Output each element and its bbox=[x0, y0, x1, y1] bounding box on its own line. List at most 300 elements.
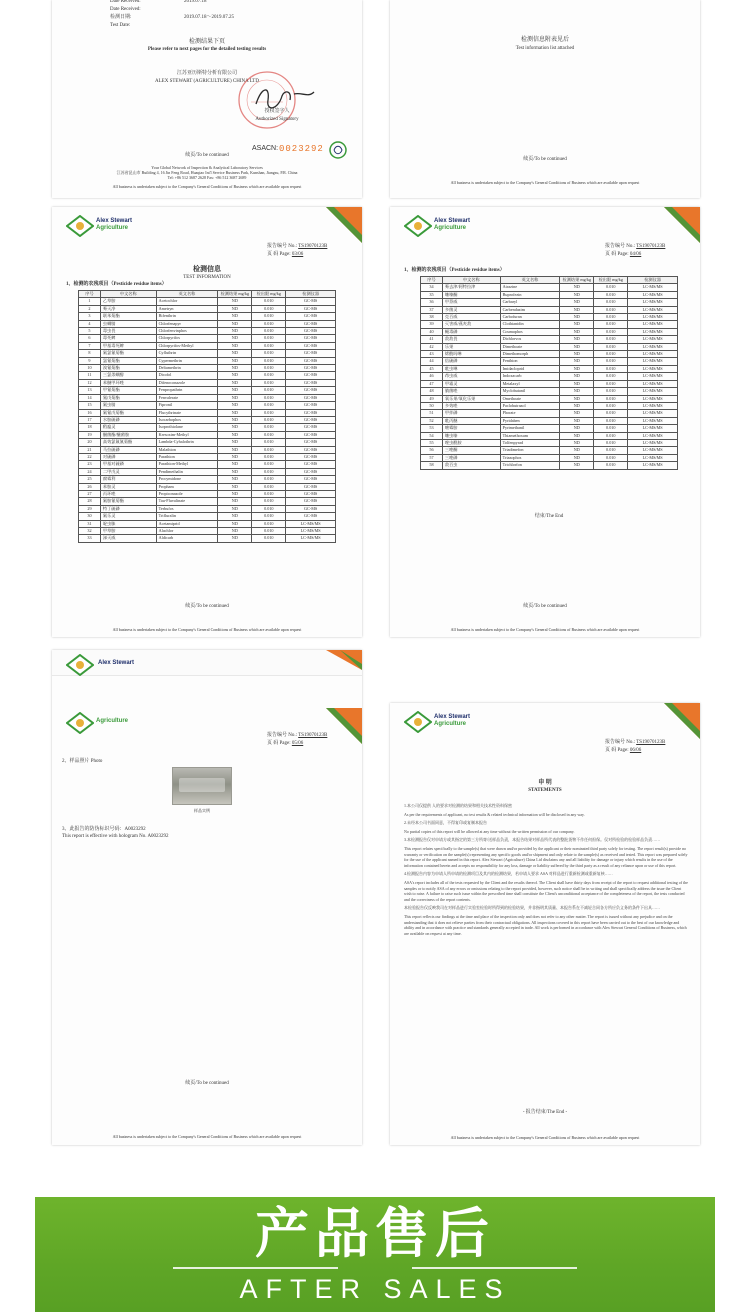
table-cell: ND bbox=[218, 416, 252, 423]
table-cell: ND bbox=[560, 336, 594, 343]
pesticide-table bbox=[420, 276, 678, 470]
table-row bbox=[79, 468, 336, 475]
table-cell: 0.010 bbox=[594, 417, 628, 424]
end-label: - 报告结束/The End - bbox=[522, 1110, 568, 1115]
table-row bbox=[79, 505, 336, 512]
table-cell: 0.010 bbox=[594, 410, 628, 417]
column-header: 检测结果 mg/kg bbox=[560, 277, 594, 284]
table-cell: ND bbox=[560, 402, 594, 409]
table-row bbox=[79, 453, 336, 460]
page-footer: All business is undertaken subject to the Company's General Conditions of Business which are available upon request bbox=[450, 180, 640, 185]
table-cell: Cypermethrin bbox=[156, 357, 218, 364]
table-cell: 0.010 bbox=[252, 357, 286, 364]
table-cell: Tau-Fluvalinate bbox=[156, 498, 218, 505]
report-page-4 bbox=[390, 207, 700, 637]
table-cell: Paclobutrazol bbox=[500, 402, 560, 409]
table-row bbox=[79, 320, 336, 327]
table-cell: 唑虫酰胺 bbox=[442, 439, 500, 446]
table-cell: GC-MS bbox=[286, 372, 336, 379]
page-number: 05/06 bbox=[291, 741, 304, 746]
company-zh: 江苏亚历斯特分析有限公司 bbox=[176, 71, 237, 76]
refer-en: Please refer to next pages for the detailed testing results bbox=[147, 47, 267, 52]
table-cell: 0.010 bbox=[594, 328, 628, 335]
statement-paragraph: 3.本检测报告仅对申请方或其指定的第三方所寄/送样品负责，本报告结果对样品所代表的整批货物不作任何担保。仅对所检验的检验样品负责…… bbox=[404, 837, 661, 843]
table-cell: 0.010 bbox=[252, 372, 286, 379]
table-cell: 0.010 bbox=[252, 476, 286, 483]
table-cell: 0.010 bbox=[252, 431, 286, 438]
report-page-3 bbox=[52, 207, 362, 637]
date-received-label: Date Received: bbox=[110, 0, 141, 4]
table-cell: 35 bbox=[421, 291, 443, 298]
table-cell: 吡虫啉 bbox=[442, 365, 500, 372]
date-received-label: Date Received: bbox=[110, 7, 141, 12]
table-cell: GC-MS bbox=[286, 342, 336, 349]
table-cell: LC-MS/MS bbox=[628, 306, 678, 313]
table-cell: GC-MS bbox=[286, 439, 336, 446]
table-row bbox=[79, 409, 336, 416]
table-cell: 9 bbox=[79, 357, 101, 364]
table-cell: 茚虫威 bbox=[442, 373, 500, 380]
table-row bbox=[79, 335, 336, 342]
brand-line2: Agriculture bbox=[434, 721, 467, 727]
table-cell: 0.010 bbox=[252, 394, 286, 401]
table-cell: 57 bbox=[421, 454, 443, 461]
page-footer: All business is undertaken subject to the Company's General Conditions of Business which are available upon request bbox=[112, 1134, 302, 1139]
table-cell: Metalaxyl bbox=[500, 380, 560, 387]
signatory-zh: 授权签字人 bbox=[264, 109, 290, 114]
table-cell: LC-MS/MS bbox=[628, 358, 678, 365]
table-row bbox=[421, 299, 678, 306]
table-cell: ND bbox=[560, 432, 594, 439]
table-cell: 蝇毒磷 bbox=[442, 328, 500, 335]
table-cell: GC-MS bbox=[286, 409, 336, 416]
table-cell: GC-MS bbox=[286, 335, 336, 342]
table-cell: 0.010 bbox=[252, 439, 286, 446]
table-cell: 41 bbox=[421, 336, 443, 343]
table-cell: 腈菌唑 bbox=[442, 388, 500, 395]
table-cell: 18 bbox=[79, 424, 101, 431]
table-cell: 0.010 bbox=[594, 358, 628, 365]
table-cell: Isocarbophos bbox=[156, 416, 218, 423]
table-cell: 6 bbox=[79, 335, 101, 342]
table-cell: 27 bbox=[79, 490, 101, 497]
table-cell: LC-MS/MS bbox=[628, 291, 678, 298]
table-cell: Carbendazim bbox=[500, 306, 560, 313]
table-cell: 0.010 bbox=[594, 388, 628, 395]
table-cell: 烯酰吗啉 bbox=[442, 351, 500, 358]
table-row bbox=[421, 358, 678, 365]
table-cell: 涕灭威 bbox=[100, 535, 156, 542]
hologram-note-en: This report is effective with hologram No. A0023292 bbox=[62, 834, 169, 839]
table-cell: 0.010 bbox=[594, 336, 628, 343]
section-title-zh: 检测信息 bbox=[193, 265, 221, 273]
table-cell: 0.010 bbox=[252, 365, 286, 372]
table-cell: ND bbox=[218, 328, 252, 335]
report-page-5 bbox=[52, 650, 362, 1145]
page-footer: All business is undertaken subject to the Company's General Conditions of Business which are available upon request bbox=[450, 627, 640, 632]
table-cell: LC-MS/MS bbox=[628, 373, 678, 380]
table-row bbox=[421, 351, 678, 358]
table-cell: Clothianidin bbox=[500, 321, 560, 328]
table-row bbox=[79, 372, 336, 379]
table-cell: LC-MS/MS bbox=[628, 321, 678, 328]
table-cell: 0.010 bbox=[594, 299, 628, 306]
table-cell: GC-MS bbox=[286, 387, 336, 394]
table-cell: ND bbox=[560, 328, 594, 335]
table-cell: Pyridaben bbox=[500, 417, 560, 424]
table-cell: ND bbox=[218, 431, 252, 438]
table-cell: 多效唑 bbox=[442, 402, 500, 409]
table-cell: 15 bbox=[79, 402, 101, 409]
table-cell: Difenoconazole bbox=[156, 379, 218, 386]
testing-date-label: 检测日期: bbox=[110, 15, 132, 20]
brand-line1: Alex Stewart bbox=[98, 660, 135, 666]
table-cell: 4 bbox=[79, 320, 101, 327]
table-cell: 32 bbox=[79, 528, 101, 535]
table-row bbox=[79, 490, 336, 497]
table-cell: 莠去津/阿特拉津 bbox=[442, 284, 500, 291]
table-cell: 0.010 bbox=[252, 379, 286, 386]
table-cell: 氯氰菊酯 bbox=[100, 357, 156, 364]
table-row bbox=[421, 314, 678, 321]
table-cell: 0.010 bbox=[594, 425, 628, 432]
table-cell: 氰戊菊酯 bbox=[100, 394, 156, 401]
brand-logo-text bbox=[96, 218, 132, 232]
table-cell: 19 bbox=[79, 431, 101, 438]
attached-en: Test information list attached bbox=[515, 46, 575, 51]
table-cell: Omethoate bbox=[500, 395, 560, 402]
table-cell: ND bbox=[560, 462, 594, 469]
table-cell: LC-MS/MS bbox=[628, 351, 678, 358]
table-cell: ND bbox=[560, 380, 594, 387]
table-cell: ND bbox=[218, 505, 252, 512]
table-cell: GC-MS bbox=[286, 394, 336, 401]
table-row bbox=[79, 528, 336, 535]
table-row bbox=[421, 306, 678, 313]
table-cell: 0.010 bbox=[252, 342, 286, 349]
table-cell: 0.010 bbox=[252, 528, 286, 535]
table-cell: ND bbox=[218, 461, 252, 468]
table-cell: 敌敌畏 bbox=[442, 336, 500, 343]
table-cell: ND bbox=[560, 321, 594, 328]
address-line: 江苏省昆山市 Building 4, 16 Jin Feng Road, Huaqiao Int'l Service Business Park, Kunshan, Jiangsu, P.R. China bbox=[116, 170, 298, 175]
table-cell: Dicofol bbox=[156, 372, 218, 379]
table-cell: 25 bbox=[79, 476, 101, 483]
section-title-en: TEST INFORMATION bbox=[183, 275, 231, 280]
table-cell: ND bbox=[218, 394, 252, 401]
table-cell: ND bbox=[218, 468, 252, 475]
table-cell: 特丁硫磷 bbox=[100, 505, 156, 512]
table-cell: GC-MS bbox=[286, 365, 336, 372]
statement-paragraph: ASA's report includes all of the tests requested by the Client and the results thereof. The Client shall have thirty days from receipt of the report to request additional testing of the samples or to notify ASA of any errors or omissions relating to the report provided, however, such notice shall be in writing and shall specifically address the issue the Client wish to raise. A failure to raise such issue within the prescribed time shall constitute the Client's unconditional acceptance of the completeness of the report, the tests conducted and the correctness of the report contents. bbox=[404, 879, 688, 902]
statement-paragraph: 1.本公司仅提供 人的要求对检测的结果和相关技术性资料保密 bbox=[404, 803, 512, 808]
report-no-label: 报告编号 No.: bbox=[605, 740, 636, 745]
table-cell: 0.010 bbox=[594, 291, 628, 298]
table-row bbox=[79, 520, 336, 527]
table-cell: 甲基对硫磷 bbox=[100, 461, 156, 468]
brand-line1-strip bbox=[98, 660, 134, 667]
table-cell: 0.010 bbox=[252, 468, 286, 475]
table-cell: 灭害威/燕麦敌 bbox=[442, 321, 500, 328]
column-header: 英文名称 bbox=[500, 277, 560, 284]
table-row bbox=[79, 416, 336, 423]
statements-body bbox=[404, 803, 688, 939]
table-cell: 0.010 bbox=[594, 454, 628, 461]
table-cell: 0.010 bbox=[252, 305, 286, 312]
table-cell: Flucythrinate bbox=[156, 409, 218, 416]
table-cell: 1 bbox=[79, 298, 101, 305]
table-cell: 倍硫磷 bbox=[442, 358, 500, 365]
table-cell: LC-MS/MS bbox=[628, 380, 678, 387]
table-cell: 39 bbox=[421, 321, 443, 328]
table-cell: GC-MS bbox=[286, 379, 336, 386]
table-cell: ND bbox=[218, 498, 252, 505]
table-cell: 虫螨腈 bbox=[100, 320, 156, 327]
table-cell: 丙环唑 bbox=[100, 490, 156, 497]
banner-title-zh: 产品售后 bbox=[255, 1202, 495, 1265]
table-cell: Chlorfenapyr bbox=[156, 320, 218, 327]
table-row bbox=[79, 350, 336, 357]
table-cell: 43 bbox=[421, 351, 443, 358]
brand-line2: Agriculture bbox=[434, 225, 467, 231]
alex-stewart-logo-icon bbox=[66, 712, 94, 734]
table-cell: 0.010 bbox=[252, 350, 286, 357]
table-row bbox=[79, 357, 336, 364]
table-cell: Dichlorvos bbox=[500, 336, 560, 343]
table-cell: GC-MS bbox=[286, 298, 336, 305]
table-row bbox=[79, 446, 336, 453]
table-cell: 敌百虫 bbox=[442, 462, 500, 469]
table-cell: ND bbox=[218, 320, 252, 327]
table-cell: 0.010 bbox=[594, 321, 628, 328]
table-cell: GC-MS bbox=[286, 483, 336, 490]
table-cell: ND bbox=[218, 483, 252, 490]
table-cell: Fenpropathrin bbox=[156, 387, 218, 394]
table-cell: Alachlor bbox=[156, 528, 218, 535]
table-cell: ND bbox=[218, 342, 252, 349]
table-row bbox=[421, 291, 678, 298]
table-cell: ND bbox=[560, 439, 594, 446]
attached-zh: 检测信息附表见后 bbox=[520, 37, 569, 43]
page-label: 页 码 Page: bbox=[605, 252, 629, 257]
table-cell: LC-MS/MS bbox=[628, 336, 678, 343]
end-label: 结束/The End bbox=[534, 514, 564, 519]
table-cell: 莠灭净 bbox=[100, 305, 156, 312]
table-cell: 0.010 bbox=[252, 298, 286, 305]
table-cell: ND bbox=[560, 291, 594, 298]
brand-line1: Alex Stewart bbox=[434, 218, 471, 224]
table-cell: 38 bbox=[421, 314, 443, 321]
table-row bbox=[79, 394, 336, 401]
column-header: 检出限 mg/kg bbox=[252, 291, 286, 298]
table-cell: 16 bbox=[79, 409, 101, 416]
table-cell: ND bbox=[218, 535, 252, 542]
table-cell: 30 bbox=[79, 513, 101, 520]
table-cell: Carbaryl bbox=[500, 299, 560, 306]
table-cell: LC-MS/MS bbox=[286, 535, 336, 542]
table-cell: Acetochlor bbox=[156, 298, 218, 305]
table-cell: GC-MS bbox=[286, 468, 336, 475]
column-header: 英文名称 bbox=[156, 291, 218, 298]
table-cell: 毒死蜱 bbox=[100, 335, 156, 342]
table-cell: LC-MS/MS bbox=[628, 462, 678, 469]
table-cell: ND bbox=[218, 335, 252, 342]
column-header: 检测仪器 bbox=[628, 277, 678, 284]
table-cell: 0.010 bbox=[252, 402, 286, 409]
table-cell: Parathion bbox=[156, 453, 218, 460]
table-cell: GC-MS bbox=[286, 320, 336, 327]
after-sales-banner bbox=[35, 1197, 715, 1312]
table-cell: ND bbox=[560, 447, 594, 454]
table-row bbox=[421, 425, 678, 432]
table-cell: LC-MS/MS bbox=[628, 432, 678, 439]
page-footer: All business is undertaken subject to the Company's General Conditions of Business which are available upon request bbox=[450, 1135, 640, 1140]
table-cell: 稻瘟灵 bbox=[100, 424, 156, 431]
table-cell: GC-MS bbox=[286, 498, 336, 505]
table-cell: 5 bbox=[79, 328, 101, 335]
table-cell: 0.010 bbox=[252, 335, 286, 342]
table-cell: ND bbox=[218, 305, 252, 312]
table-cell: 55 bbox=[421, 439, 443, 446]
alex-stewart-logo-icon bbox=[404, 215, 432, 237]
table-cell: 马拉硫磷 bbox=[100, 446, 156, 453]
table-cell: Chlorpyrifos bbox=[156, 335, 218, 342]
table-cell: 51 bbox=[421, 410, 443, 417]
brand-logo-text bbox=[434, 714, 470, 728]
statement-paragraph: 本检验报告仅反映我司在对样品进行实验室检验时所得到的检验结果，并非指明其质量、本报告系在不减轻合同各方所应负义务的条件下出具…… bbox=[404, 905, 660, 911]
hologram-icon bbox=[328, 140, 348, 160]
banner-rule-right bbox=[412, 1267, 577, 1269]
to-be-continued: 续页/To be continued bbox=[185, 153, 229, 158]
table-cell: 0.010 bbox=[252, 320, 286, 327]
table-row bbox=[421, 410, 678, 417]
table-cell: ND bbox=[218, 402, 252, 409]
table-cell: ND bbox=[218, 409, 252, 416]
table-cell: LC-MS/MS bbox=[628, 284, 678, 291]
table-cell: GC-MS bbox=[286, 305, 336, 312]
table-cell: Trichlorfon bbox=[500, 462, 560, 469]
table-cell: Deltamethrin bbox=[156, 365, 218, 372]
table-cell: ND bbox=[218, 476, 252, 483]
table-cell: 三唑酮 bbox=[442, 447, 500, 454]
table-cell: 53 bbox=[421, 425, 443, 432]
table-cell: Fenvalerate bbox=[156, 394, 218, 401]
table-cell: Myclobutanil bbox=[500, 388, 560, 395]
table-row bbox=[421, 402, 678, 409]
table-row bbox=[79, 305, 336, 312]
table-cell: Parathion-Methyl bbox=[156, 461, 218, 468]
table-cell: LC-MS/MS bbox=[628, 314, 678, 321]
table-cell: GC-MS bbox=[286, 490, 336, 497]
table-row bbox=[421, 373, 678, 380]
brand-logo-text bbox=[96, 718, 128, 725]
statement-paragraph: 2.未经本公司书面同意，不得复印或复制本报告 bbox=[404, 820, 487, 826]
table-cell: Triazophos bbox=[500, 454, 560, 461]
table-row bbox=[79, 402, 336, 409]
table-cell: LC-MS/MS bbox=[628, 402, 678, 409]
photo-label: 2、样品照片 Photo bbox=[62, 759, 103, 764]
sample-photo bbox=[172, 767, 232, 805]
table-cell: 多菌灵 bbox=[442, 306, 500, 313]
table-cell: ND bbox=[560, 425, 594, 432]
report-page-1 bbox=[52, 0, 362, 198]
table-cell: 24 bbox=[79, 468, 101, 475]
table-cell: Indoxacarb bbox=[500, 373, 560, 380]
table-row bbox=[79, 461, 336, 468]
table-cell: 水胺硫磷 bbox=[100, 416, 156, 423]
table-row bbox=[79, 513, 336, 520]
table-cell: 0.010 bbox=[252, 505, 286, 512]
table-cell: 0.010 bbox=[594, 432, 628, 439]
table-row bbox=[79, 476, 336, 483]
table-cell: ND bbox=[560, 299, 594, 306]
table-cell: Phorate bbox=[500, 410, 560, 417]
table-cell: ND bbox=[218, 453, 252, 460]
table-cell: 0.010 bbox=[594, 343, 628, 350]
column-header: 中文名称 bbox=[100, 291, 156, 298]
report-no: TS19070123B bbox=[298, 244, 328, 249]
table-cell: LC-MS/MS bbox=[628, 299, 678, 306]
table-cell: GC-MS bbox=[286, 328, 336, 335]
statement-paragraph: No partial copies of this report will be allowed at any time without the written permission of our company. bbox=[404, 828, 575, 834]
table-cell: 10 bbox=[79, 365, 101, 372]
table-row bbox=[79, 365, 336, 372]
table-cell: Triadimefon bbox=[500, 447, 560, 454]
to-be-continued: 续页/To be continued bbox=[523, 157, 567, 162]
table-cell: 0.010 bbox=[252, 416, 286, 423]
table-row bbox=[79, 439, 336, 446]
table-cell: Thiamethoxam bbox=[500, 432, 560, 439]
table-row bbox=[421, 336, 678, 343]
table-cell: 啶虫脒 bbox=[100, 520, 156, 527]
corner-accent-icon bbox=[326, 207, 362, 243]
table-cell: LC-MS/MS bbox=[628, 439, 678, 446]
table-cell: ND bbox=[560, 284, 594, 291]
table-cell: 0.010 bbox=[252, 453, 286, 460]
table-row bbox=[421, 380, 678, 387]
table-cell: 氟乐灵 bbox=[100, 513, 156, 520]
table-row bbox=[79, 483, 336, 490]
table-row bbox=[79, 342, 336, 349]
table-cell: 0.010 bbox=[594, 380, 628, 387]
table-cell: 0.010 bbox=[594, 395, 628, 402]
report-no: TS19070123B bbox=[636, 244, 666, 249]
table-cell: LC-MS/MS bbox=[286, 528, 336, 535]
table-cell: 甲草胺 bbox=[100, 528, 156, 535]
table-cell: 0.010 bbox=[252, 461, 286, 468]
section-label: 1、检测的农残项目（Pesticide residue items） bbox=[66, 282, 167, 287]
table-cell: ND bbox=[218, 424, 252, 431]
table-row bbox=[79, 431, 336, 438]
table-cell: 甲霜灵 bbox=[442, 380, 500, 387]
hologram-note-zh: 3、此报告的防伪标识号码：A0023292 bbox=[62, 827, 146, 832]
table-cell: ND bbox=[218, 513, 252, 520]
table-cell: 7 bbox=[79, 342, 101, 349]
table-cell: 三氯杀螨醇 bbox=[100, 372, 156, 379]
table-cell: 42 bbox=[421, 343, 443, 350]
table-cell: 噻虫嗪 bbox=[442, 432, 500, 439]
table-cell: 噻嗪酮 bbox=[442, 291, 500, 298]
table-cell: 0.010 bbox=[252, 424, 286, 431]
statement-paragraph: This report reflects our findings at the time and place of the inspection only and does not refer to any other matter. The report is issued without any prejudice and on the understanding that it does not relieve parties from their contractual obligations. All inspections covered in this report have been carried out to the best of our knowledge and ability and in accordance with practice and standards generally accepted in trade. All work is performed in accordance with Alex Stewart General Conditions of Business, which are available on request at any time. bbox=[404, 913, 687, 936]
table-cell: GC-MS bbox=[286, 446, 336, 453]
table-cell: 氟虫腈 bbox=[100, 402, 156, 409]
table-cell: 0.010 bbox=[252, 490, 286, 497]
to-be-continued: 续页/To be continued bbox=[523, 604, 567, 609]
column-header: 中文名称 bbox=[442, 277, 500, 284]
table-row bbox=[421, 365, 678, 372]
table-cell: ND bbox=[560, 314, 594, 321]
